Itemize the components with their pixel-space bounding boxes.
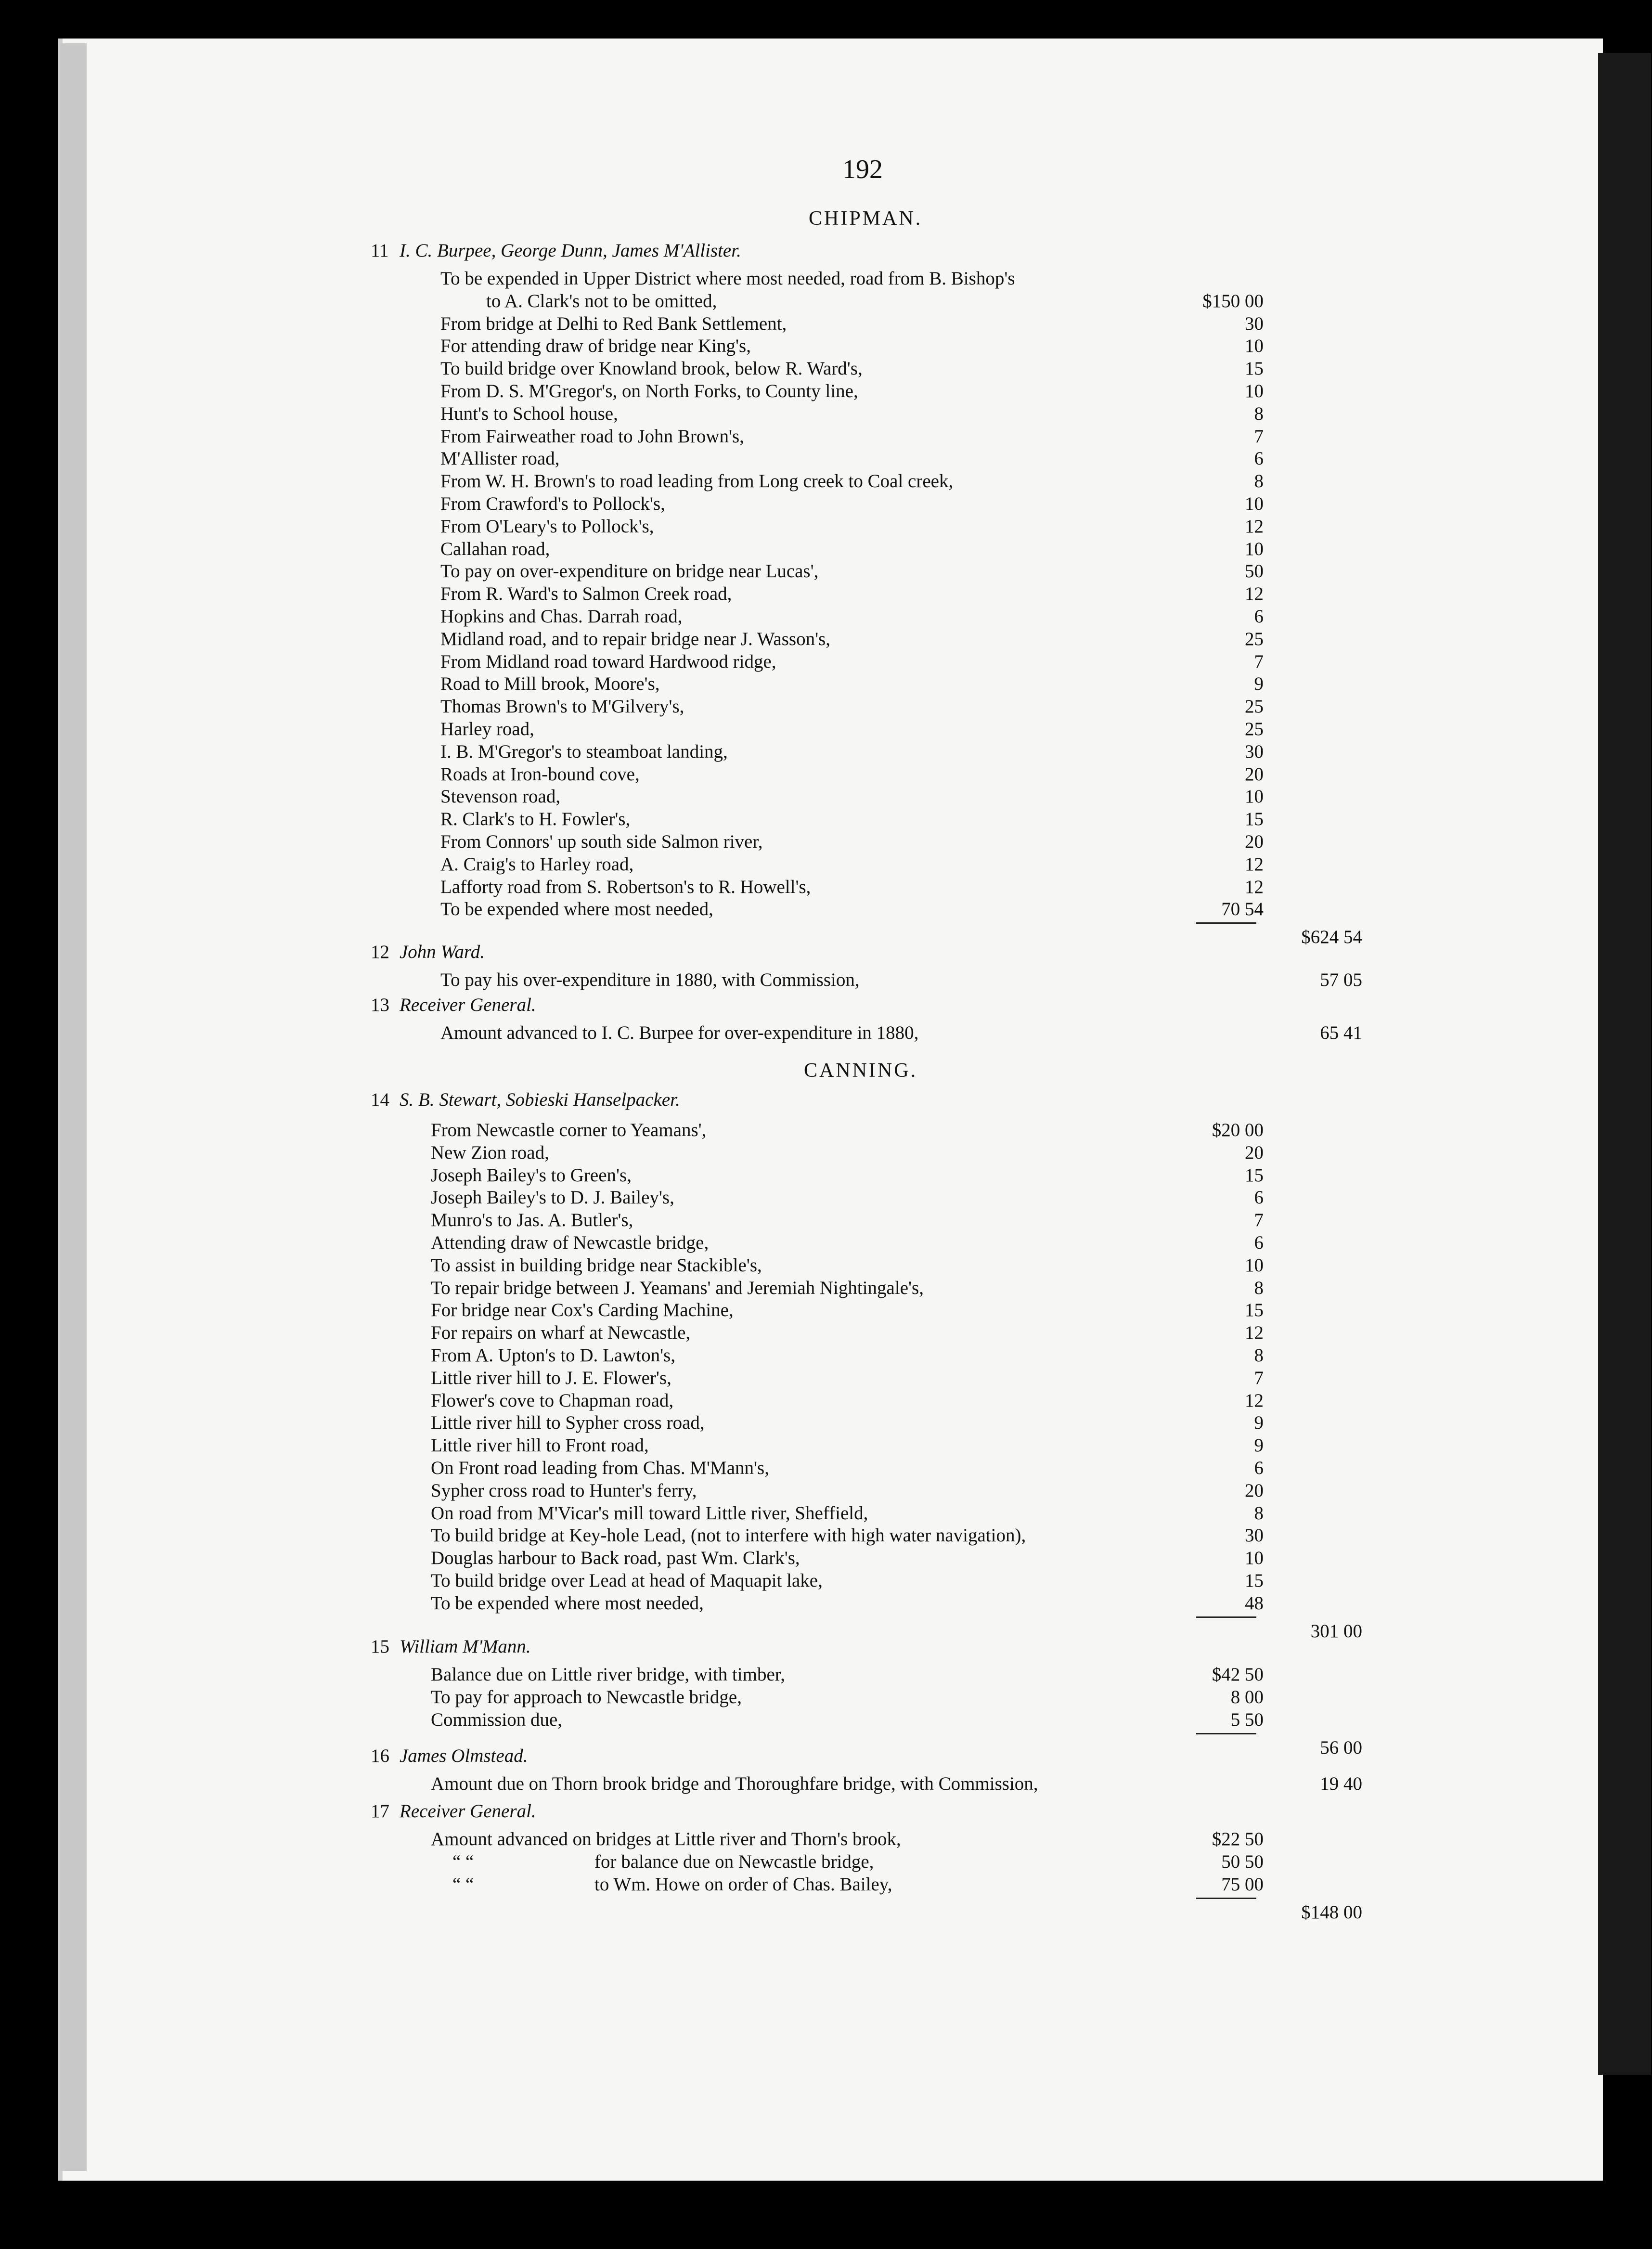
entry-name: I. C. Burpee, George Dunn, James M'Allister. [400,240,741,261]
line-item-text: For repairs on wharf at Newcastle, [431,1322,691,1344]
entry-name: James Olmstead. [400,1745,528,1766]
line-item-text: Roads at Iron-bound cove, [440,763,640,785]
entry-number: 17 [371,1801,389,1822]
line-item-text: Lafforty road from S. Robertson's to R. Howell's, [440,876,811,897]
line-item-text: To be expended where most needed, [440,899,713,920]
line-item-amount: 9 [1254,673,1264,695]
line-item-text: for balance due on Newcastle bridge, [594,1851,874,1872]
line-item-text: Douglas harbour to Back road, past Wm. Clark's, [431,1548,800,1569]
entry-number: 11 [371,240,389,261]
entry-header [371,240,741,261]
entry-number: 13 [371,995,389,1015]
line-item-text: Joseph Bailey's to D. J. Bailey's, [431,1187,674,1208]
line-item-text: Callahan road, [440,538,550,559]
line-item-amount: 15 [1245,1300,1264,1321]
line-item-text: Road to Mill brook, Moore's, [440,673,660,695]
line-item-amount: 8 [1254,403,1264,424]
line-item-text: Balance due on Little river bridge, with timber, [431,1664,785,1685]
line-item-amount: 9 [1254,1412,1264,1434]
line-item-text: To be expended in Upper District where most needed, road from B. Bishop's [440,268,1015,289]
line-item-amount: 30 [1245,741,1264,762]
entry-name: William M'Mann. [400,1636,531,1657]
line-item-amount: $22 50 [1212,1829,1264,1849]
line-item-text: Stevenson road, [440,786,561,807]
line-item-amount: 10 [1245,1254,1264,1276]
line-item-text: To build bridge at Key-hole Lead, (not to interfere with high water navigation), [431,1525,1026,1546]
entry-header [371,941,485,963]
line-item-amount: 7 [1254,426,1264,447]
line-item-amount: 10 [1245,493,1264,514]
line-item-amount: 15 [1245,1164,1264,1186]
line-item-text: To build bridge over Lead at head of Maquapit lake, [431,1570,823,1591]
line-item-text: From R. Ward's to Salmon Creek road, [440,583,732,605]
line-item-text: Hopkins and Chas. Darrah road, [440,606,683,627]
line-item-amount: 10 [1245,786,1264,807]
line-item-amount: 8 [1254,1345,1264,1366]
line-item-text: Sypher cross road to Hunter's ferry, [431,1480,697,1501]
section-heading: CANNING. [804,1060,918,1082]
entry-header [371,994,536,1016]
line-item-amount: 12 [1245,516,1264,537]
line-item-amount: 6 [1254,448,1264,469]
line-item-text: Little river hill to J. E. Flower's, [431,1367,671,1388]
entry-number: 14 [371,1089,389,1110]
line-item-amount: 50 50 [1221,1851,1264,1872]
entry-total: 65 41 [1320,1022,1362,1043]
section-heading: CHIPMAN. [809,207,923,230]
line-item-amount: 7 [1254,1210,1264,1231]
line-item-text: Midland road, and to repair bridge near J. Wasson's, [440,628,831,649]
line-item-text: For attending draw of bridge near King's, [440,336,751,357]
entry-number: 16 [371,1745,389,1766]
line-item-text: I. B. M'Gregor's to steamboat landing, [440,741,728,762]
line-item-amount: 10 [1245,381,1264,401]
line-item-amount: 12 [1245,1390,1264,1411]
line-item-text: A. Craig's to Harley road, [440,853,634,875]
line-item-amount: 12 [1245,583,1264,605]
entry-name: Receiver General. [400,1801,536,1822]
entry-number: 15 [371,1636,389,1657]
line-item-amount: 25 [1245,628,1264,649]
entry-header [371,1636,531,1657]
line-item-text: Amount advanced to I. C. Burpee for over-expenditure in 1880, [440,1022,919,1043]
subtotal-rule [1196,1616,1256,1618]
ditto-marks: “ “ [452,1851,474,1872]
line-item-amount: $42 50 [1212,1664,1264,1685]
line-item-amount: 9 [1254,1435,1264,1456]
entry-name: Receiver General. [400,995,536,1015]
line-item-text: From bridge at Delhi to Red Bank Settlement, [440,313,787,334]
line-item-amount: 70 54 [1221,899,1264,920]
line-item-text: From D. S. M'Gregor's, on North Forks, to County line, [440,381,858,401]
line-item-text: From Fairweather road to John Brown's, [440,426,744,447]
line-item-amount: 15 [1245,358,1264,379]
line-item-text: From Crawford's to Pollock's, [440,493,665,514]
line-item-text: From Newcastle corner to Yeamans', [431,1120,707,1140]
line-item-text: to Wm. Howe on order of Chas. Bailey, [594,1874,892,1895]
line-item-amount: 10 [1245,1548,1264,1569]
line-item-amount: 5 50 [1230,1709,1264,1730]
entry-number: 12 [371,942,389,962]
line-item-amount: 8 [1254,1277,1264,1298]
line-item-text: For bridge near Cox's Carding Machine, [431,1300,734,1321]
line-item-amount: 30 [1245,1525,1264,1546]
line-item-text: On road from M'Vicar's mill toward Little river, Sheffield, [431,1502,868,1524]
line-item-amount: 6 [1254,1187,1264,1208]
line-item-amount: $20 00 [1212,1120,1264,1140]
line-item-text: To pay for approach to Newcastle bridge, [431,1686,742,1707]
line-item-text: On Front road leading from Chas. M'Mann's, [431,1458,769,1478]
line-item-text: New Zion road, [431,1142,549,1163]
line-item-text: M'Allister road, [440,448,560,469]
line-item-text: Harley road, [440,719,534,739]
line-item-text: Little river hill to Sypher cross road, [431,1412,705,1434]
line-item-amount: 12 [1245,1322,1264,1344]
page-edge [1598,53,1651,2075]
line-item-text: Amount due on Thorn brook bridge and Thoroughfare bridge, with Commission, [431,1773,1038,1794]
entry-header [371,1089,680,1111]
line-item-amount: 20 [1245,1480,1264,1501]
line-item-text: Joseph Bailey's to Green's, [431,1164,632,1186]
line-item-amount: 8 [1254,471,1264,492]
entry-total: $148 00 [1301,1901,1362,1923]
line-item-text: To build bridge over Knowland brook, below R. Ward's, [440,358,863,379]
line-item-amount: 6 [1254,1458,1264,1478]
line-item-text: To repair bridge between J. Yeamans' and Jeremiah Nightingale's, [431,1277,924,1298]
ditto-marks: “ “ [452,1874,474,1895]
entry-name: John Ward. [400,942,485,962]
subtotal-rule [1196,1733,1256,1734]
line-item-amount: 12 [1245,853,1264,875]
line-item-text: From W. H. Brown's to road leading from Long creek to Coal creek, [440,471,954,492]
line-item-amount: 25 [1245,719,1264,739]
line-item-amount: 6 [1254,1232,1264,1253]
entry-total: 19 40 [1320,1773,1362,1794]
line-item-amount: 6 [1254,606,1264,627]
line-item-amount: 20 [1245,831,1264,852]
subtotal-rule [1196,922,1256,924]
line-item-text: Amount advanced on bridges at Little river and Thorn's brook, [431,1829,901,1849]
line-item-amount: 15 [1245,1570,1264,1591]
line-item-amount: 10 [1245,336,1264,357]
line-item-text: Attending draw of Newcastle bridge, [431,1232,709,1253]
line-item-amount: 8 00 [1230,1686,1264,1707]
page-number: 192 [842,155,883,184]
line-item-text: Commission due, [431,1709,563,1730]
entry-total: $624 54 [1301,927,1362,948]
line-item-amount: 30 [1245,313,1264,334]
line-item-text: Flower's cove to Chapman road, [431,1390,674,1411]
line-item-text: Hunt's to School house, [440,403,618,424]
line-item-amount: 50 [1245,561,1264,582]
line-item-text: Little river hill to Front road, [431,1435,649,1456]
line-item-text: Thomas Brown's to M'Gilvery's, [440,696,684,717]
line-item-text: From A. Upton's to D. Lawton's, [431,1345,676,1366]
line-item-amount: 10 [1245,538,1264,559]
line-item-amount: 7 [1254,651,1264,672]
line-item-text: From Connors' up south side Salmon river, [440,831,763,852]
entry-total: 57 05 [1320,969,1362,990]
binding-edge [60,43,87,2171]
line-item-text: To pay on over-expenditure on bridge near Lucas', [440,561,819,582]
line-item-amount: 8 [1254,1502,1264,1524]
line-item-amount: 25 [1245,696,1264,717]
entry-header [371,1745,528,1767]
line-item-amount: 15 [1245,809,1264,830]
line-item-amount: 12 [1245,876,1264,897]
line-item-text: to A. Clark's not to be omitted, [486,290,717,311]
entry-total: 301 00 [1310,1620,1362,1642]
line-item-text: To pay his over-expenditure in 1880, with Commission, [440,969,860,990]
line-item-text: From O'Leary's to Pollock's, [440,516,654,537]
subtotal-rule [1196,1898,1256,1899]
line-item-amount: 20 [1245,1142,1264,1163]
line-item-amount: 7 [1254,1367,1264,1388]
line-item-text: From Midland road toward Hardwood ridge, [440,651,776,672]
line-item-text: R. Clark's to H. Fowler's, [440,809,631,830]
entry-name: S. B. Stewart, Sobieski Hanselpacker. [400,1089,680,1110]
line-item-text: To assist in building bridge near Stackible's, [431,1254,762,1276]
entry-total: 56 00 [1320,1737,1362,1758]
line-item-amount: $150 00 [1202,290,1264,311]
line-item-text: To be expended where most needed, [431,1592,704,1614]
line-item-text: Munro's to Jas. A. Butler's, [431,1210,633,1231]
line-item-amount: 20 [1245,763,1264,785]
line-item-amount: 48 [1245,1592,1264,1614]
entry-header [371,1800,536,1822]
line-item-amount: 75 00 [1221,1874,1264,1895]
